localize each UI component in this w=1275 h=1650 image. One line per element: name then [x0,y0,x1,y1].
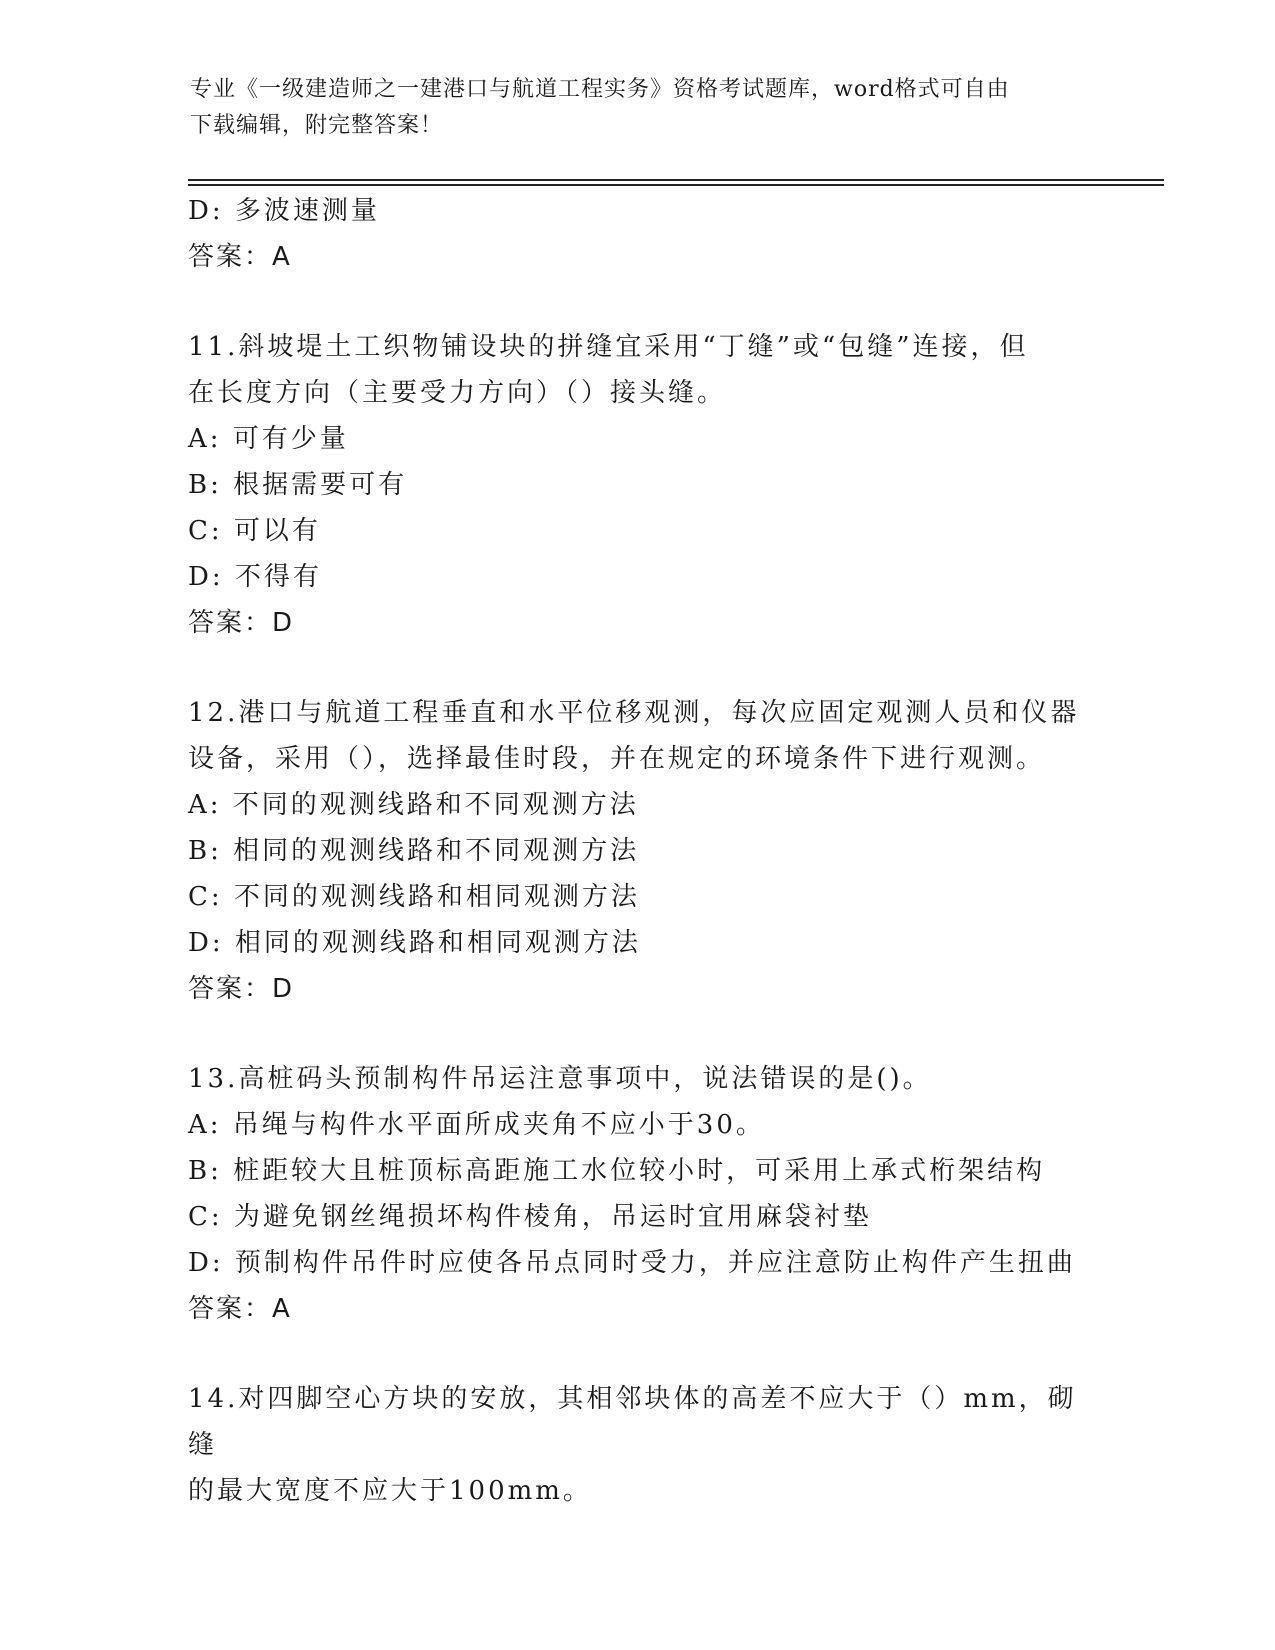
answer-line: 答案：D [188,974,295,1004]
previous-question-tail [188,188,1088,280]
header-line-1: 专业《一级建造师之一建港口与航道工程实务》资格考试题库，word格式可自由 [190,77,1010,102]
option-a: A: 可有少量 [188,424,349,454]
spacer [188,1332,1088,1376]
option-d: D: 预制构件吊件时应使各吊点同时受力，并应注意防止构件产生扭曲 [188,1248,1076,1278]
option-b: B: 根据需要可有 [188,470,408,500]
question-stem-line: 14.对四脚空心方块的安放，其相邻块体的高差不应大于（）mm，砌缝 [188,1384,1077,1460]
question-stem-line: 的最大宽度不应大于100mm。 [188,1476,592,1506]
document-header [190,72,1090,144]
option-d: D: 不得有 [188,562,322,592]
question-stem-line: 在长度方向（主要受力方向）（）接头缝。 [188,378,727,408]
question-stem-line: 设备，采用（），选择最佳时段，并在规定的环境条件下进行观测。 [188,744,1046,774]
header-line-2: 下载编辑，附完整答案！ [190,113,444,138]
option-c: C: 可以有 [188,516,321,546]
option-d: D: 多波速测量 [188,196,380,226]
option-c: C: 为避免钢丝绳损坏构件棱角，吊运时宜用麻袋衬垫 [188,1202,872,1232]
question-12 [188,690,1088,1012]
question-stem-line: 11.斜坡堤土工织物铺设块的拼缝宜采用“丁缝”或“包缝”连接，但 [188,332,1029,362]
spacer [188,1012,1088,1056]
spacer [188,646,1088,690]
question-14 [188,1376,1088,1514]
option-b: B: 桩距较大且桩顶标高距施工水位较小时，可采用上承式桁架结构 [188,1156,1046,1186]
question-13 [188,1056,1088,1332]
question-11 [188,324,1088,646]
option-d: D: 相同的观测线路和相同观测方法 [188,928,641,958]
option-a: A: 吊绳与构件水平面所成夹角不应小于30。 [188,1110,765,1140]
option-b: B: 相同的观测线路和不同观测方法 [188,836,640,866]
answer-line: 答案：A [188,1294,292,1324]
header-rule-top [188,179,1164,181]
option-a: A: 不同的观测线路和不同观测方法 [188,790,639,820]
header-rule-bottom [188,184,1164,186]
answer-line: 答案：D [188,608,295,638]
question-content [188,188,1088,1514]
answer-line: 答案：A [188,242,292,272]
spacer [188,280,1088,324]
option-c: C: 不同的观测线路和相同观测方法 [188,882,640,912]
question-stem-line: 13.高桩码头预制构件吊运注意事项中，说法错误的是()。 [188,1064,932,1094]
question-stem-line: 12.港口与航道工程垂直和水平位移观测，每次应固定观测人员和仪器 [188,698,1080,728]
